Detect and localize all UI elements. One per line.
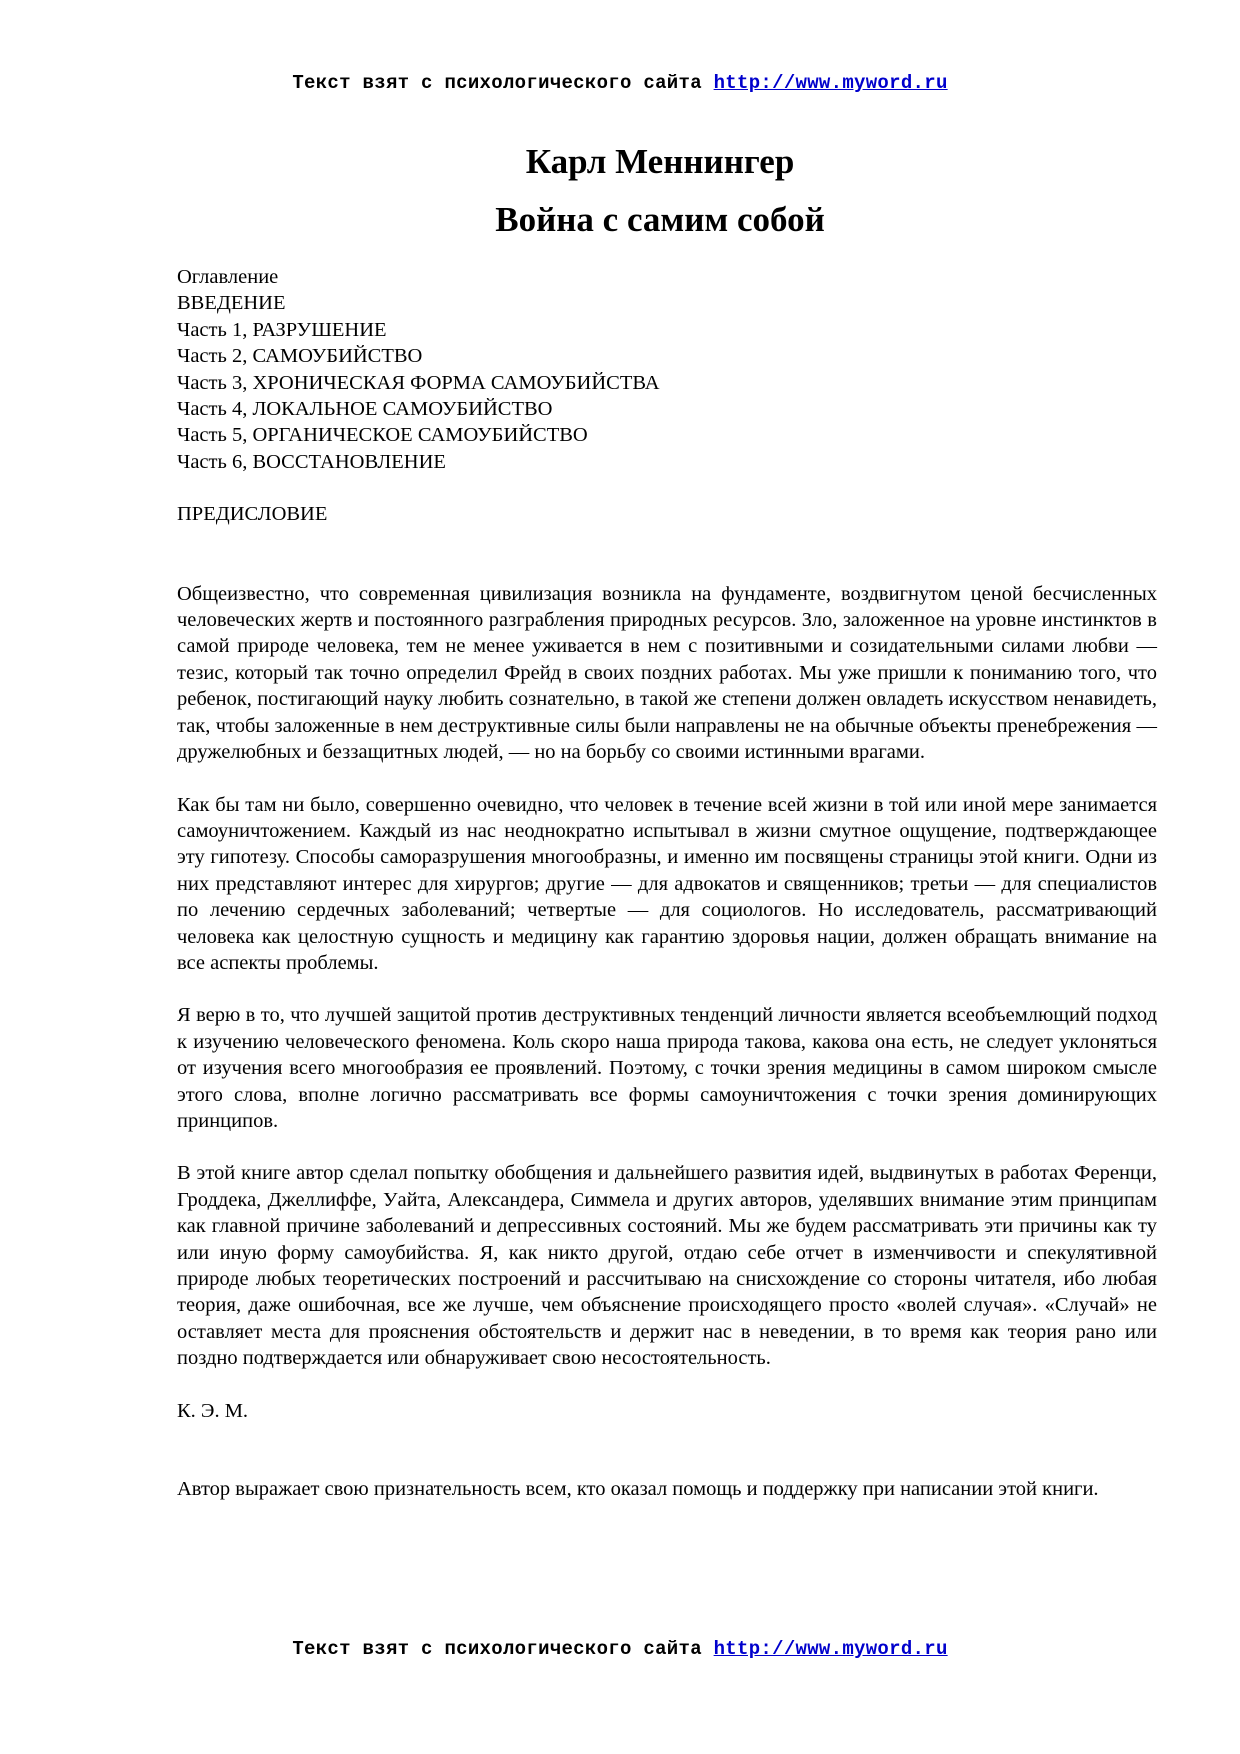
- preface-paragraph-4: В этой книге автор сделал попытку обобщения и дальнейшего развития идей, выдвинутых в работах Ференци, Гроддека, Джеллиффе, Уайта, Александера, Симмела и других авторов, уделявших внимание этим принципам как главной причине заболеваний и депрессивных состояний. Мы же будем рассматривать эти причины как ту или иную форму самоубийства. Я, как никто другой, отдаю себе отчет в изменчивости и спекулятивной природе любых теоретических построений и рассчитываю на снисхождение со стороны читателя, ибо любая теория, даже ошибочная, все же лучше, чем объяснение происходящего просто «волей случая». «Случай» не оставляет места для прояснения обстоятельств и держит нас в неведении, в то время как теория рано или поздно подтверждается или обнаруживает свою несостоятельность.: [177, 1162, 1157, 1370]
- toc-item-part-4: Часть 4, ЛОКАЛЬНОЕ САМОУБИЙСТВО: [177, 398, 553, 421]
- preface-heading: ПРЕДИСЛОВИЕ: [177, 503, 328, 526]
- preface-paragraph-1: Общеизвестно, что современная цивилизация возникла на фундаменте, воздвигнутом ценой бесчисленных человеческих жертв и постоянного разграбления природных ресурсов. Зло, заложенное на уровне инстинктов в самой природе человека, тем не менее уживается в нем с позитивными и созидательными силами любви — тезис, который так точно определил Фрейд в своих поздних работах. Мы уже пришли к пониманию того, что ребенок, постигающий науку любить сознательно, в такой же степени должен овладеть искусством ненавидеть, так, чтобы заложенные в нем деструктивные силы были направлены не на обычные объекты пренебрежения — дружелюбных и беззащитных людей, — но на борьбу со своими истинными врагами.: [177, 582, 1157, 764]
- author-name: Карл Меннингер: [525, 142, 795, 181]
- author-signature: К. Э. М.: [177, 1399, 249, 1422]
- toc-item-part-3: Часть 3, ХРОНИЧЕСКАЯ ФОРМА САМОУБИЙСТВА: [177, 371, 660, 394]
- footer-site-link[interactable]: http://www.myword.ru: [713, 1638, 948, 1660]
- preface-paragraph-3: Я верю в то, что лучшей защитой против деструктивных тенденций личности является всеобъемлющий подход к изучению человеческого феномена. Коль скоро наша природа такова, какова она есть, не следует уклоняться от изучения всего многообразия ее проявлений. Поэтому, с точки зрения медицины в самом широком смысле этого слова, вполне логично рассматривать все формы самоуничтожения с точки зрения доминирующих принципов.: [177, 1004, 1157, 1132]
- toc-item-part-2: Часть 2, САМОУБИЙСТВО: [177, 345, 423, 368]
- preface-paragraph-2: Как бы там ни было, совершенно очевидно, что человек в течение всей жизни в той или иной мере занимается самоуничтожением. Каждый из нас неоднократно испытывал в жизни смутное ощущение, подтверждающее эту гипотезу. Способы саморазрушения многообразны, и именно им посвящены страницы этой книги. Одни из них представляют интерес для хирургов; другие — для адвокатов и священников; третьи — для специалистов по лечению сердечных заболеваний; четвертые — для социологов. Но исследователь, рассматривающий человека как целостную сущность и медицину как гарантию здоровья нации, должен обращать внимание на все аспекты проблемы.: [177, 793, 1157, 974]
- toc-item-part-1: Часть 1, РАЗРУШЕНИЕ: [177, 318, 387, 341]
- book-title: Война с самим собой: [495, 200, 825, 239]
- acknowledgement-paragraph: Автор выражает свою признательность всем, кто оказал помощь и поддержку при написании этой книги.: [177, 1478, 1099, 1501]
- toc-item-part-5: Часть 5, ОРГАНИЧЕСКОЕ САМОУБИЙСТВО: [177, 424, 588, 447]
- header-source-text: Текст взят с психологического сайта: [292, 72, 714, 94]
- page-footer: [0, 1638, 1240, 1660]
- header-site-link[interactable]: http://www.myword.ru: [713, 72, 948, 94]
- document-body: [177, 264, 1157, 1502]
- page-header: [0, 72, 1240, 94]
- toc-heading: Оглавление: [177, 266, 279, 288]
- toc-item-part-6: Часть 6, ВОССТАНОВЛЕНИЕ: [177, 450, 446, 473]
- toc-item-introduction: ВВЕДЕНИЕ: [177, 292, 286, 315]
- table-of-contents: [177, 264, 1157, 475]
- footer-source-text: Текст взят с психологического сайта: [292, 1638, 714, 1660]
